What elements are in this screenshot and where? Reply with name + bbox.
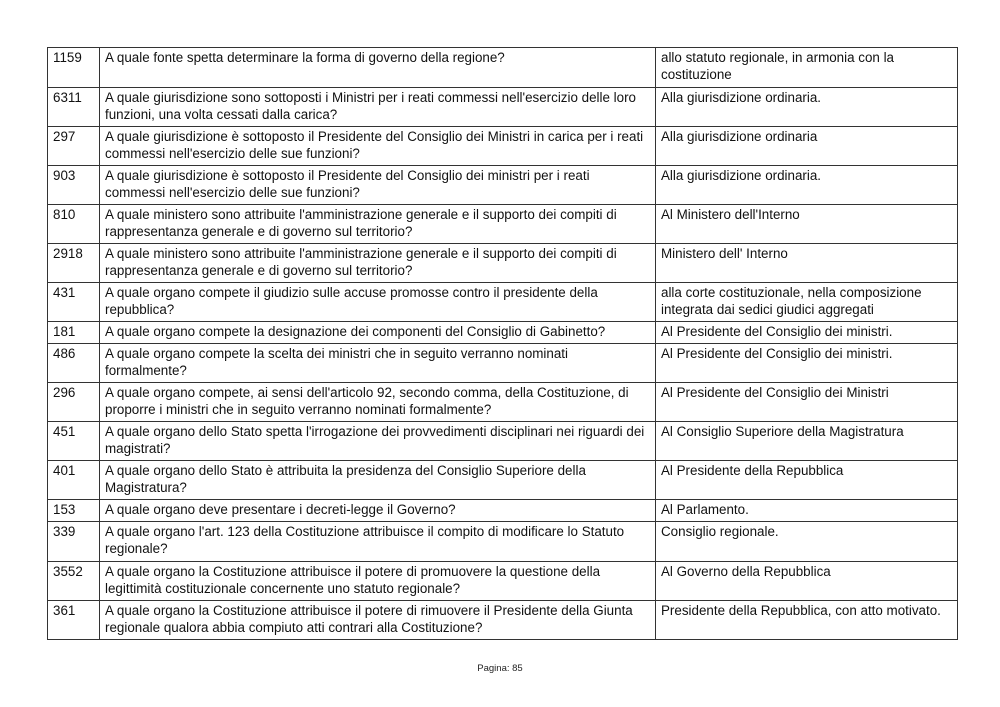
question-text: A quale organo la Costituzione attribuisce il potere di rimuovere il Presidente della Giunta regionale qualora abbia compiuto atti contrari alla Costituzione? (100, 601, 656, 640)
answer-text: Consiglio regionale. (656, 522, 958, 562)
question-id: 431 (48, 283, 100, 322)
question-id: 296 (48, 383, 100, 422)
question-text: A quale organo la Costituzione attribuisce il potere di promuovere la questione della legittimità costituzionale concernente uno statuto regionale? (100, 562, 656, 601)
table-row (48, 500, 958, 522)
question-text: A quale organo deve presentare i decreti-legge il Governo? (100, 500, 656, 522)
question-text: A quale organo l'art. 123 della Costituzione attribuisce il compito di modificare lo Statuto regionale? (100, 522, 656, 562)
question-id: 810 (48, 205, 100, 244)
question-text: A quale giurisdizione è sottoposto il Presidente del Consiglio dei Ministri in carica per i reati commessi nell'esercizio delle sue funzioni? (100, 127, 656, 166)
table-row (48, 383, 958, 422)
question-text: A quale fonte spetta determinare la forma di governo della regione? (100, 48, 656, 88)
table-row (48, 283, 958, 322)
answer-text: Al Consiglio Superiore della Magistratura (656, 422, 958, 461)
answer-text: Presidente della Repubblica, con atto motivato. (656, 601, 958, 640)
table-row (48, 88, 958, 127)
question-id: 2918 (48, 244, 100, 283)
question-id: 1159 (48, 48, 100, 88)
table-row (48, 244, 958, 283)
table-row (48, 322, 958, 344)
question-id: 361 (48, 601, 100, 640)
table-row (48, 205, 958, 244)
question-id: 903 (48, 166, 100, 205)
question-id: 181 (48, 322, 100, 344)
question-id: 6311 (48, 88, 100, 127)
answer-text: Al Presidente del Consiglio dei ministri. (656, 344, 958, 383)
answer-text: Al Presidente della Repubblica (656, 461, 958, 500)
answer-text: Al Governo della Repubblica (656, 562, 958, 601)
questions-table-body (48, 48, 958, 640)
answer-text: Al Parlamento. (656, 500, 958, 522)
question-text: A quale organo dello Stato spetta l'irrogazione dei provvedimenti disciplinari nei riguardi dei magistrati? (100, 422, 656, 461)
question-id: 401 (48, 461, 100, 500)
answer-text: Alla giurisdizione ordinaria. (656, 166, 958, 205)
answer-text: Al Presidente del Consiglio dei ministri. (656, 322, 958, 344)
question-text: A quale organo compete la designazione dei componenti del Consiglio di Gabinetto? (100, 322, 656, 344)
question-text: A quale ministero sono attribuite l'amministrazione generale e il supporto dei compiti di rappresentanza generale e di governo sul territorio? (100, 205, 656, 244)
question-text: A quale organo compete il giudizio sulle accuse promosse contro il presidente della repubblica? (100, 283, 656, 322)
question-id: 339 (48, 522, 100, 562)
answer-text: Al Ministero dell'Interno (656, 205, 958, 244)
table-row (48, 601, 958, 640)
question-text: A quale organo compete la scelta dei ministri che in seguito verranno nominati formalmente? (100, 344, 656, 383)
answer-text: alla corte costituzionale, nella composizione integrata dai sedici giudici aggregati (656, 283, 958, 322)
page-number: Pagina: 85 (477, 663, 523, 674)
question-text: A quale ministero sono attribuite l'amministrazione generale e il supporto dei compiti di rappresentanza generale e di governo sul territorio? (100, 244, 656, 283)
question-text: A quale giurisdizione è sottoposto il Presidente del Consiglio dei ministri per i reati commessi nell'esercizio delle sue funzioni? (100, 166, 656, 205)
questions-table (47, 47, 958, 640)
table-row (48, 166, 958, 205)
table-row (48, 48, 958, 88)
answer-text: Al Presidente del Consiglio dei Ministri (656, 383, 958, 422)
question-id: 297 (48, 127, 100, 166)
table-row (48, 461, 958, 500)
question-id: 486 (48, 344, 100, 383)
answer-text: Ministero dell' Interno (656, 244, 958, 283)
question-text: A quale giurisdizione sono sottoposti i Ministri per i reati commessi nell'esercizio delle loro funzioni, una volta cessati dalla carica? (100, 88, 656, 127)
table-row (48, 344, 958, 383)
table-row (48, 562, 958, 601)
question-text: A quale organo compete, ai sensi dell'articolo 92, secondo comma, della Costituzione, di proporre i ministri che in seguito verranno nominati formalmente? (100, 383, 656, 422)
answer-text: allo statuto regionale, in armonia con la costituzione (656, 48, 958, 88)
question-id: 153 (48, 500, 100, 522)
table-row (48, 522, 958, 562)
question-text: A quale organo dello Stato è attribuita la presidenza del Consiglio Superiore della Magistratura? (100, 461, 656, 500)
table-row (48, 422, 958, 461)
table-row (48, 127, 958, 166)
question-id: 451 (48, 422, 100, 461)
answer-text: Alla giurisdizione ordinaria (656, 127, 958, 166)
answer-text: Alla giurisdizione ordinaria. (656, 88, 958, 127)
question-id: 3552 (48, 562, 100, 601)
